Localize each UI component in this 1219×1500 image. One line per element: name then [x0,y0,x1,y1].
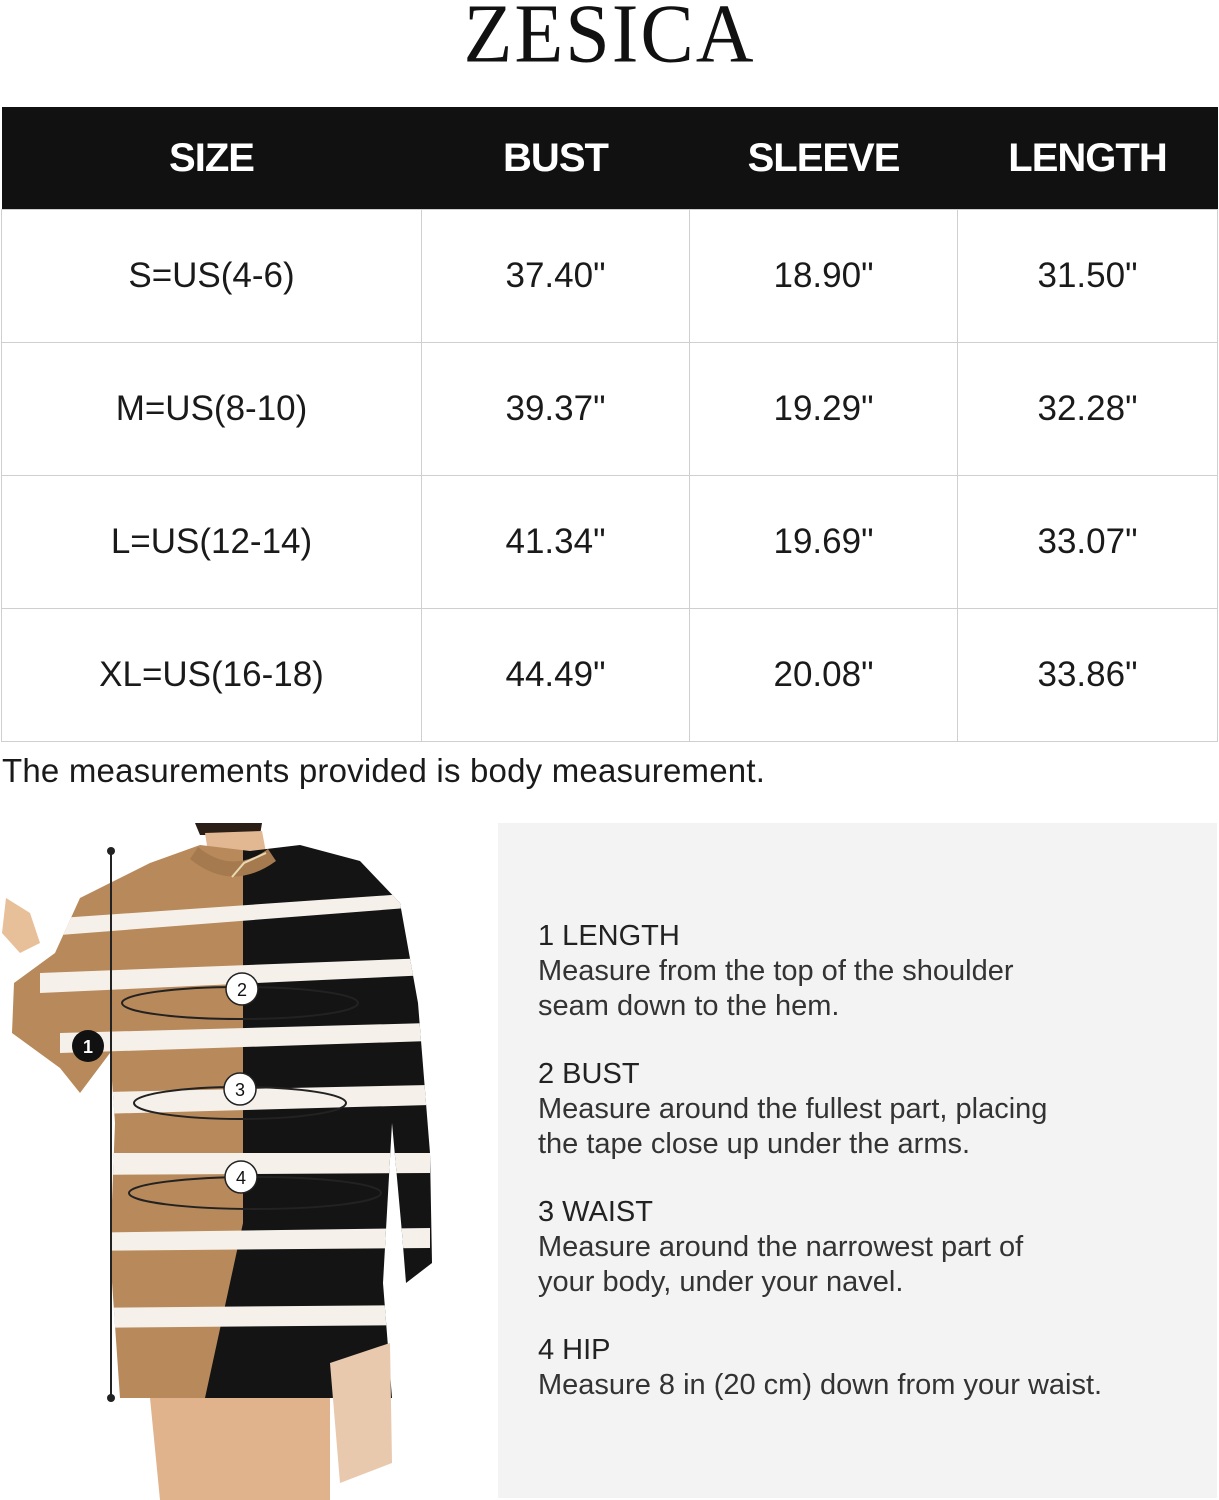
cell-sleeve: 18.90" [690,210,958,343]
cell-bust: 41.34" [422,476,690,609]
guide-desc: Measure from the top of the shoulder seam down to the hem. [538,955,1014,1022]
cell-size: L=US(12-14) [2,476,422,609]
marker-1-label: 1 [82,1037,94,1057]
clutch-bag [330,1343,392,1483]
guide-desc: Measure 8 in (20 cm) down from your waist. [538,1369,1103,1401]
header-bust: BUST [422,107,690,210]
cell-bust: 37.40" [422,210,690,343]
cell-sleeve: 20.08" [690,609,958,742]
guide-item-waist [538,1194,1198,1300]
guide-desc: Measure around the narrowest part of your body, under your navel. [538,1231,1024,1298]
guide-title: 4 HIP [538,1334,611,1366]
table-row [2,609,1218,742]
measurement-note: The measurements provided is body measurement. [2,752,766,789]
cell-sleeve: 19.69" [690,476,958,609]
table-header-row [2,107,1218,210]
size-chart-table [1,107,1218,742]
marker-2-label: 2 [236,980,248,1000]
guide-item-length [538,918,1198,1024]
guide-item-hip [538,1332,1198,1403]
guide-title: 1 LENGTH [538,920,680,952]
cell-size: XL=US(16-18) [2,609,422,742]
cell-length: 32.28" [958,343,1218,476]
cell-bust: 39.37" [422,343,690,476]
brand-logo: ZESICA [463,0,756,81]
header-sleeve: SLEEVE [690,107,958,210]
left-hand [2,898,40,953]
cell-sleeve: 19.29" [690,343,958,476]
table-row [2,343,1218,476]
table-row [2,476,1218,609]
sweater-dress-figure [0,823,497,1500]
header-size: SIZE [2,107,422,210]
header-length: LENGTH [958,107,1218,210]
guide-list [538,918,1198,1435]
marker-4-label: 4 [235,1168,247,1188]
guide-title: 3 WAIST [538,1196,653,1228]
guide-title: 2 BUST [538,1058,640,1090]
legs [150,1398,330,1500]
cell-size: S=US(4-6) [2,210,422,343]
cell-bust: 44.49" [422,609,690,742]
cell-length: 31.50" [958,210,1218,343]
guide-desc: Measure around the fullest part, placing the tape close up under the arms. [538,1093,1048,1160]
cell-length: 33.07" [958,476,1218,609]
table-row [2,210,1218,343]
guide-item-bust [538,1056,1198,1162]
cell-size: M=US(8-10) [2,343,422,476]
marker-3-label: 3 [234,1080,246,1100]
cell-length: 33.86" [958,609,1218,742]
measurement-guide-panel [498,823,1217,1498]
